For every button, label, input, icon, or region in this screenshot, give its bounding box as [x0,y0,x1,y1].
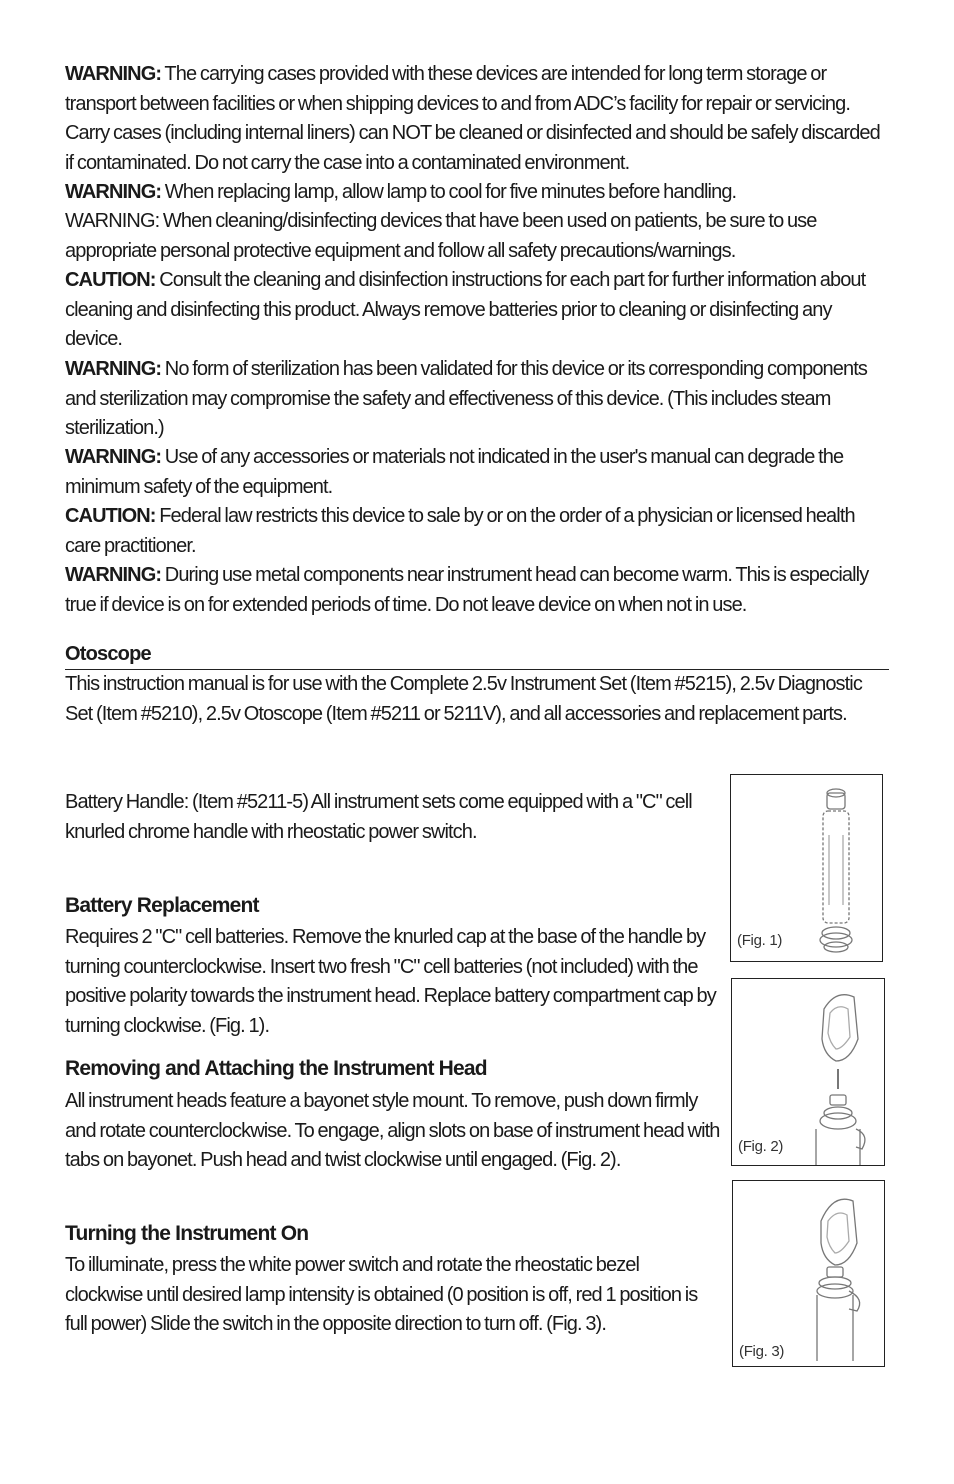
instrument-head-body: All instrument heads feature a bayonet style mount. To remove, push down firmly and rotate counterclockwise. To engage, align slots on base of instrument head with tabs on bayonet. Push head and twist clockwise until engaged. (Fig. 2). [65,1090,720,1171]
turning-on-body: To illuminate, press the white power switch and rotate the rheostatic bezel clockwise until desired lamp intensity is obtained (0 position is off, red 1 position is full power) Slide the switch in the opposite direction to turn off. (Fig. 3). [65,1254,698,1335]
warning-ppe: WARNING: When cleaning/disinfecting devices that have been used on patients, be sure to use appropriate personal protective equipment and follow all safety precautions/warnings. [65,210,817,262]
battery-replacement-heading: Battery Replacement [65,894,259,917]
caution-federal-law: CAUTION: Federal law restricts this device to sale by or on the order of a physician or licensed health care practitioner. [65,505,855,557]
warning-carrying-cases: WARNING: The carrying cases provided with these devices are intended for long term storage or transport between facilities or when shipping devices to and from ADC’s facility for repair or servicing. Carry cases (including internal liners) can NOT be cleaned or disinfected and should be safely discarded if contaminated. Do not carry the case into a contaminated environment. [65,63,880,174]
warning-sterilization: WARNING: No form of sterilization has been validated for this device or its corresponding components and sterilization may compromise the safety and effectiveness of this device. (This includes steam sterilization.) [65,358,867,439]
figure-1 [730,774,883,962]
turning-on-heading: Turning the Instrument On [65,1222,309,1245]
otoscope-heading: Otoscope [65,643,151,665]
figure-2 [731,978,885,1166]
warning-accessories: WARNING: Use of any accessories or materials not indicated in the user's manual can degrade the minimum safety of the equipment. [65,446,844,498]
figure-2-label: (Fig. 2) [738,1138,784,1155]
otoscope-intro: This instruction manual is for use with the Complete 2.5v Instrument Set (Item #5215), 2.5v Diagnostic Set (Item #5210), 2.5v Otoscope (Item #5211 or 5211V), and all accessories and replacement parts. [65,673,862,725]
warning-warm-components: WARNING: During use metal components near instrument head can become warm. This is especially true if device is on for extended periods of time. Do not leave device on when not in use. [65,564,869,616]
rheostat-bezel-illustration-icon [733,1181,886,1368]
battery-replacement-body: Requires 2 "C" cell batteries. Remove the knurled cap at the base of the handle by turning counterclockwise. Insert two fresh "C" cell batteries (not included) with the positive polarity towards the instrument head. Replace battery compartment cap by turning clockwise. (Fig. 1). [65,926,716,1037]
figure-3 [732,1180,885,1367]
figure-1-label: (Fig. 1) [737,932,783,949]
figure-3-label: (Fig. 3) [739,1343,785,1360]
instrument-head-heading: Removing and Attaching the Instrument Head [65,1057,487,1080]
battery-handle-text: Battery Handle: (Item #5211-5) All instrument sets come equipped with a "C" cell knurled chrome handle with rheostatic power switch. [65,791,692,843]
caution-cleaning: CAUTION: Consult the cleaning and disinfection instructions for each part for further information about cleaning and disinfecting this product. Always remove batteries prior to cleaning or disinfecting any device. [65,269,866,350]
warning-lamp-cool: WARNING: When replacing lamp, allow lamp to cool for five minutes before handling. [65,181,737,203]
